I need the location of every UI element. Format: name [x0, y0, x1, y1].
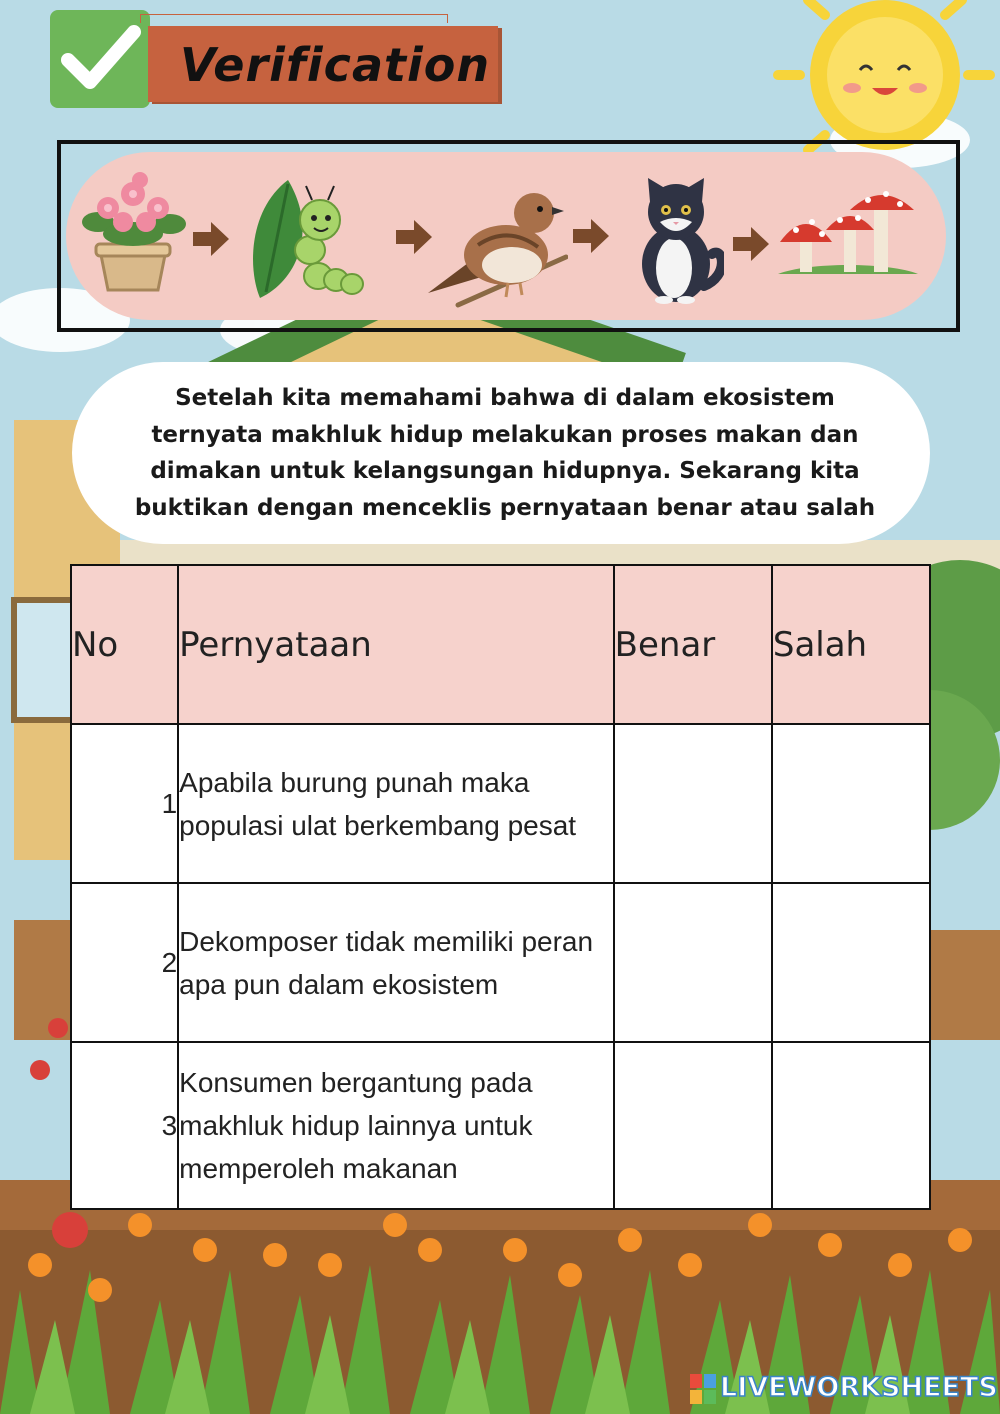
checkmark-icon	[50, 10, 150, 108]
arrow-right-icon	[573, 219, 609, 253]
false-checkbox-2[interactable]	[772, 883, 930, 1042]
title-decoration	[140, 14, 448, 23]
cat-icon	[634, 176, 724, 304]
true-checkbox-3[interactable]	[614, 1042, 772, 1209]
caterpillar-icon	[248, 180, 368, 300]
table-row	[71, 724, 930, 883]
bird-icon	[428, 185, 568, 315]
table-row	[71, 1042, 930, 1209]
true-checkbox-1[interactable]	[614, 724, 772, 883]
table-header-row	[71, 565, 930, 724]
statement-text: Konsumen bergantung pada makhluk hidup lainnya untuk memperoleh makanan	[178, 1042, 614, 1209]
table-row	[71, 883, 930, 1042]
statement-table	[70, 564, 931, 1210]
mushroom-icon	[778, 188, 918, 278]
statement-text: Apabila burung punah maka populasi ulat berkembang pesat	[178, 724, 614, 883]
arrow-right-icon	[733, 227, 769, 261]
column-header-statement: Pernyataan	[178, 565, 614, 724]
watermark-text: LIVEWORKSHEETS	[720, 1372, 998, 1403]
column-header-false: Salah	[772, 565, 930, 724]
false-checkbox-1[interactable]	[772, 724, 930, 883]
row-number: 1	[71, 724, 178, 883]
row-number: 2	[71, 883, 178, 1042]
true-checkbox-2[interactable]	[614, 883, 772, 1042]
page-title: Verification	[180, 38, 491, 92]
arrow-right-icon	[396, 220, 432, 254]
false-checkbox-3[interactable]	[772, 1042, 930, 1209]
statement-text: Dekomposer tidak memiliki peran apa pun dalam ekosistem	[178, 883, 614, 1042]
intro-text: Setelah kita memahami bahwa di dalam ekosistem ternyata makhluk hidup melakukan proses makan dan dimakan untuk kelangsungan hidupnya. Sekarang kita buktikan dengan menceklis pernyataan benar atau salah	[134, 385, 876, 521]
column-header-no: No	[71, 565, 178, 724]
arrow-right-icon	[193, 222, 229, 256]
checkmark-badge	[50, 10, 150, 108]
flower-pot-icon	[78, 172, 188, 292]
row-number: 3	[71, 1042, 178, 1209]
column-header-true: Benar	[614, 565, 772, 724]
liveworksheets-logo-icon	[690, 1374, 716, 1404]
